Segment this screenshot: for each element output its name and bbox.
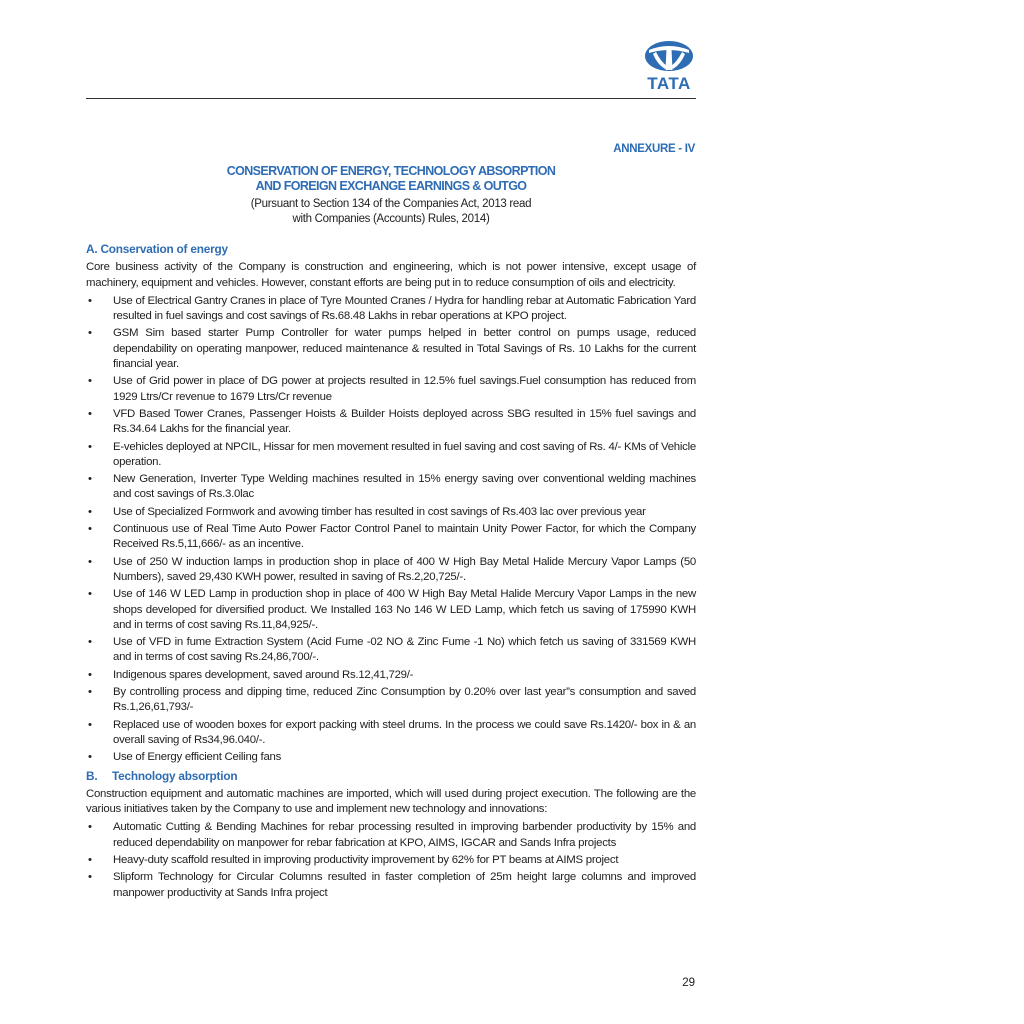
annexure-label: ANNEXURE - IV	[613, 143, 695, 155]
tata-logo	[639, 40, 699, 94]
list-item	[86, 472, 696, 503]
list-item	[86, 522, 696, 553]
subtitle-line-1: (Pursuant to Section 134 of the Companies Act, 2013 read	[250, 198, 532, 210]
bullet-icon: •	[88, 853, 92, 866]
list-item-text: Heavy-duty scaffold resulted in improving productivity improvement by 62% for PT beams at AIMS project	[113, 853, 619, 866]
title-line-2: AND FOREIGN EXCHANGE EARNINGS & OUTGO	[255, 179, 527, 193]
section-b-number: B.	[86, 768, 98, 783]
bullet-icon: •	[88, 555, 92, 568]
list-item	[86, 294, 696, 325]
list-item-text: Automatic Cutting & Bending Machines for rebar processing resulted in improving barbender productivity by 15% and reduced dependability on manpower for rebar fabrication at KPO, AIMS, IGCAR and Sands Infra projects	[113, 821, 696, 849]
list-item	[86, 635, 696, 666]
bullet-icon: •	[88, 871, 92, 884]
title-block	[86, 164, 696, 227]
subtitle-line-2: with Companies (Accounts) Rules, 2014)	[292, 213, 490, 225]
list-item-text: Slipform Technology for Circular Columns resulted in faster completion of 25m height large columns and improved manpower productivity at Sands Infra project	[113, 871, 696, 899]
bullet-icon: •	[88, 440, 92, 453]
list-item-text: Use of Energy efficient Ceiling fans	[113, 751, 282, 764]
list-item-text: VFD Based Tower Cranes, Passenger Hoists & Builder Hoists deployed across SBG resulted in 15% fuel savings and Rs.34.64 Lakhs for the financial year.	[113, 407, 696, 436]
bullet-icon: •	[88, 636, 92, 649]
list-item-text: Indigenous spares development, saved around Rs.12,41,729/-	[113, 668, 414, 681]
title-line-1: CONSERVATION OF ENERGY, TECHNOLOGY ABSORPTION	[226, 164, 556, 178]
bullet-icon: •	[88, 821, 92, 834]
section-a-list	[86, 294, 696, 766]
bullet-icon: •	[88, 751, 92, 764]
section-a-intro: Core business activity of the Company is construction and engineering, which is not power intensive, except usage of machinery, equipment and vehicles. However, constant efforts are being put in to reduce consumption of oils and electricity.	[86, 261, 696, 289]
list-item-text: GSM Sim based starter Pump Controller for water pumps helped in better control on pumps usage, reduced dependability on operating manpower, reduced maintenance & resulted in Total Savings of Rs. 10 Lakhs for the current financial year.	[113, 327, 696, 371]
list-item-text: Continuous use of Real Time Auto Power Factor Control Panel to maintain Unity Power Factor, for which the Company Received Rs.5,11,666/- as an incentive.	[113, 523, 696, 551]
document-body	[86, 242, 696, 904]
section-b-heading	[86, 769, 696, 784]
list-item	[86, 853, 696, 868]
list-item-text: Use of 146 W LED Lamp in production shop in place of 400 W High Bay Metal Halide Mercury Vapor Lamps in the new shops developed for diversified product. We Installed 163 No 146 W LED Lamp, which fetch us saving of 175990 KWH and in terms of cost saving Rs.11,84,925/-.	[113, 588, 696, 631]
list-item	[86, 407, 696, 438]
list-item-text: By controlling process and dipping time, reduced Zinc Consumption by 0.20% over last year”s consumption and saved Rs.1,26,61,793/-	[113, 686, 696, 714]
bullet-icon: •	[88, 294, 92, 307]
list-item	[86, 820, 696, 851]
bullet-icon: •	[88, 473, 92, 486]
list-item	[86, 718, 696, 749]
bullet-icon: •	[88, 686, 92, 699]
list-item-text: Use of Electrical Gantry Cranes in place of Tyre Mounted Cranes / Hydra for handling rebar at Automatic Fabrication Yard resulted in fuel savings and cost savings of Rs.68.48 Lakhs in rebar operations at KPO project.	[113, 294, 696, 323]
bullet-icon: •	[88, 375, 92, 388]
list-item	[86, 555, 696, 586]
list-item-text: Replaced use of wooden boxes for export packing with steel drums. In the process we could save Rs.1420/- box in & an overall saving of Rs34,96.040/-.	[113, 718, 696, 746]
list-item	[86, 374, 696, 405]
list-item	[86, 668, 696, 683]
list-item	[86, 505, 696, 520]
bullet-icon: •	[88, 407, 92, 420]
list-item-text: Use of 250 W induction lamps in production shop in place of 400 W High Bay Metal Halide Mercury Vapor Lamps (50 Numbers), saved 29,430 KWH power, resulted in saving of Rs.2,20,725/-.	[113, 555, 696, 583]
bullet-icon: •	[88, 668, 92, 681]
list-item-text: Use of VFD in fume Extraction System (Acid Fume -02 NO & Zinc Fume -1 No) which fetch us saving of 331569 KWH and in terms of cost saving Rs.24,86,700/-.	[113, 636, 696, 664]
section-b-title: Technology absorption	[112, 768, 238, 783]
list-item-text: E-vehicles deployed at NPCIL, Hissar for men movement resulted in fuel saving and cost saving of Rs. 4/- KMs of Vehicle operation.	[113, 440, 696, 468]
list-item	[86, 750, 696, 765]
section-b-list	[86, 820, 696, 900]
header-divider	[86, 98, 696, 99]
list-item-text: Use of Specialized Formwork and avowing timber has resulted in cost savings of Rs.403 lac over previous year	[113, 505, 646, 518]
section-a-heading: A. Conservation of energy	[86, 242, 228, 256]
page-number: 29	[682, 977, 695, 989]
list-item	[86, 870, 696, 901]
bullet-icon: •	[88, 523, 92, 536]
list-item-text: New Generation, Inverter Type Welding machines resulted in 15% energy saving over conventional welding machines and cost savings of Rs.3.0lac	[113, 473, 696, 501]
bullet-icon: •	[88, 718, 92, 731]
list-item	[86, 587, 696, 633]
tata-wordmark: TATA	[647, 74, 691, 93]
list-item	[86, 440, 696, 471]
list-item	[86, 685, 696, 716]
bullet-icon: •	[88, 505, 92, 518]
bullet-icon: •	[88, 327, 92, 340]
section-b-intro: Construction equipment and automatic machines are imported, which will used during project execution. The following are the various initiatives taken by the Company to use and implement new technology and innovations:	[86, 787, 696, 816]
list-item	[86, 326, 696, 372]
list-item-text: Use of Grid power in place of DG power at projects resulted in 12.5% fuel savings.Fuel consumption has reduced from 1929 Ltrs/Cr revenue to 1679 Ltrs/Cr revenue	[113, 375, 696, 403]
tata-emblem-icon	[639, 40, 699, 74]
bullet-icon: •	[88, 588, 92, 601]
